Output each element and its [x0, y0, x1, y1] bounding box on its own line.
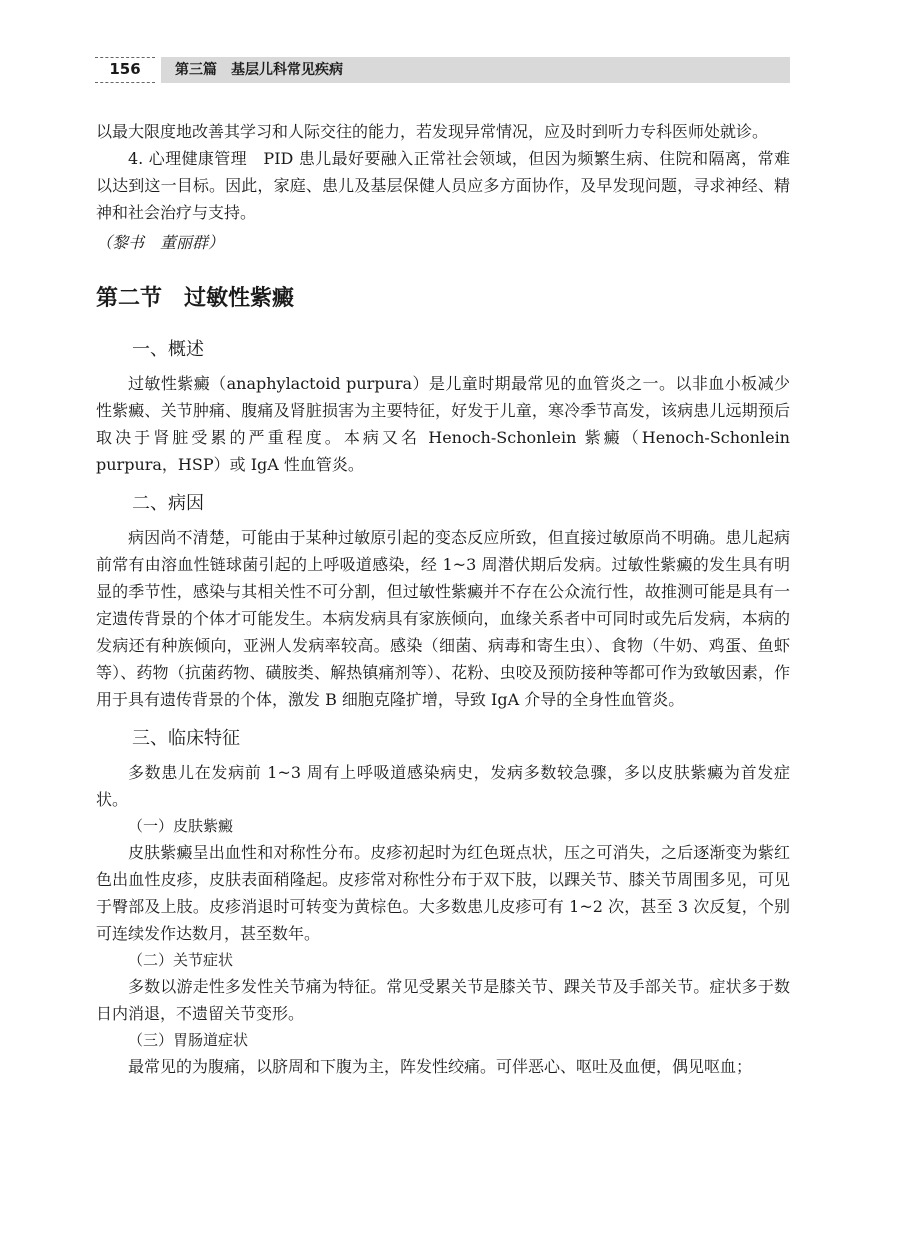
paragraph-overview: 过敏性紫癜（anaphylactoid purpura）是儿童时期最常见的血管炎之一。以非血小板减少性紫癜、关节肿痛、腹痛及肾脏损害为主要特征，好发于儿童，寒冷季节高发，该病患儿远期预后取决于肾脏受累的严重程度。本病又名 Henoch-Schonlein 紫癜（Henoch-Schonlein purpura，HSP）或 IgA 性血管炎。 — [96, 374, 790, 474]
author-credit: （黎书 董丽群） — [96, 233, 225, 252]
heading-overview: 一、概述 — [132, 339, 204, 360]
paragraph-skin: 皮肤紫癜呈出血性和对称性分布。皮疹初起时为红色斑点状，压之可消失，之后逐渐变为紫红色出血性皮疹，皮肤表面稍隆起。皮疹常对称性分布于双下肢，以踝关节、膝关节周围多见，可见于臀部及上肢。皮疹消退时可转变为黄棕色。大多数患儿皮疹可有 1~2 次，甚至 3 次反复，个别可连续发作达数月，甚至数年。 — [96, 843, 790, 943]
heading-cause: 二、病因 — [132, 493, 204, 514]
paragraph-clinical: 多数患儿在发病前 1~3 周有上呼吸道感染病史，发病多数较急骤，多以皮肤紫癜为首发症状。 — [96, 763, 790, 809]
subheading-joint: （二）关节症状 — [128, 951, 234, 969]
paragraph-continued: 以最大限度地改善其学习和人际交往的能力，若发现异常情况，应及时到听力专科医师处就诊。 — [96, 122, 769, 141]
running-header — [95, 57, 790, 83]
paragraph-gi: 最常见的为腹痛，以脐周和下腹为主，阵发性绞痛。可伴恶心、呕吐及血便，偶见呕血； — [128, 1057, 753, 1076]
page-body — [96, 118, 790, 1080]
subheading-gi: （三）胃肠道症状 — [128, 1031, 249, 1049]
paragraph-cause: 病因尚不清楚，可能由于某种过敏原引起的变态反应所致，但直接过敏原尚不明确。患儿起病前常有由溶血性链球菌引起的上呼吸道感染，经 1~3 周潜伏期后发病。过敏性紫癜的发生具有明显的季节性，感染与其相关性不可分割，但过敏性紫癜并不存在公众流行性，故推测可能是具有一定遗传背景的个体才可能发生。本病发病具有家族倾向，血缘关系者中可同时或先后发病，本病的发病还有种族倾向，亚洲人发病率较高。感染（细菌、病毒和寄生虫）、食物（牛奶、鸡蛋、鱼虾等）、药物（抗菌药物、磺胺类、解热镇痛剂等）、花粉、虫咬及预防接种等都可作为致敏因素，作用于具有遗传背景的个体，激发 B 细胞克隆扩增，导致 IgA 介导的全身性血管炎。 — [96, 528, 790, 709]
paragraph-joint: 多数以游走性多发性关节痛为特征。常见受累关节是膝关节、踝关节及手部关节。症状多于数日内消退，不遗留关节变形。 — [96, 977, 790, 1023]
page-number: 156 — [95, 57, 155, 83]
section-title: 第二节 过敏性紫癜 — [96, 286, 295, 311]
subheading-skin: （一）皮肤紫癜 — [128, 817, 234, 835]
chapter-title-bar: 第三篇 基层儿科常见疾病 — [161, 57, 790, 83]
paragraph-psych-health: 4. 心理健康管理 PID 患儿最好要融入正常社会领域，但因为频繁生病、住院和隔离，常难以达到这一目标。因此，家庭、患儿及基层保健人员应多方面协作，及早发现问题，寻求神经、精神和社会治疗与支持。 — [96, 149, 790, 222]
heading-clinical: 三、临床特征 — [132, 728, 240, 749]
